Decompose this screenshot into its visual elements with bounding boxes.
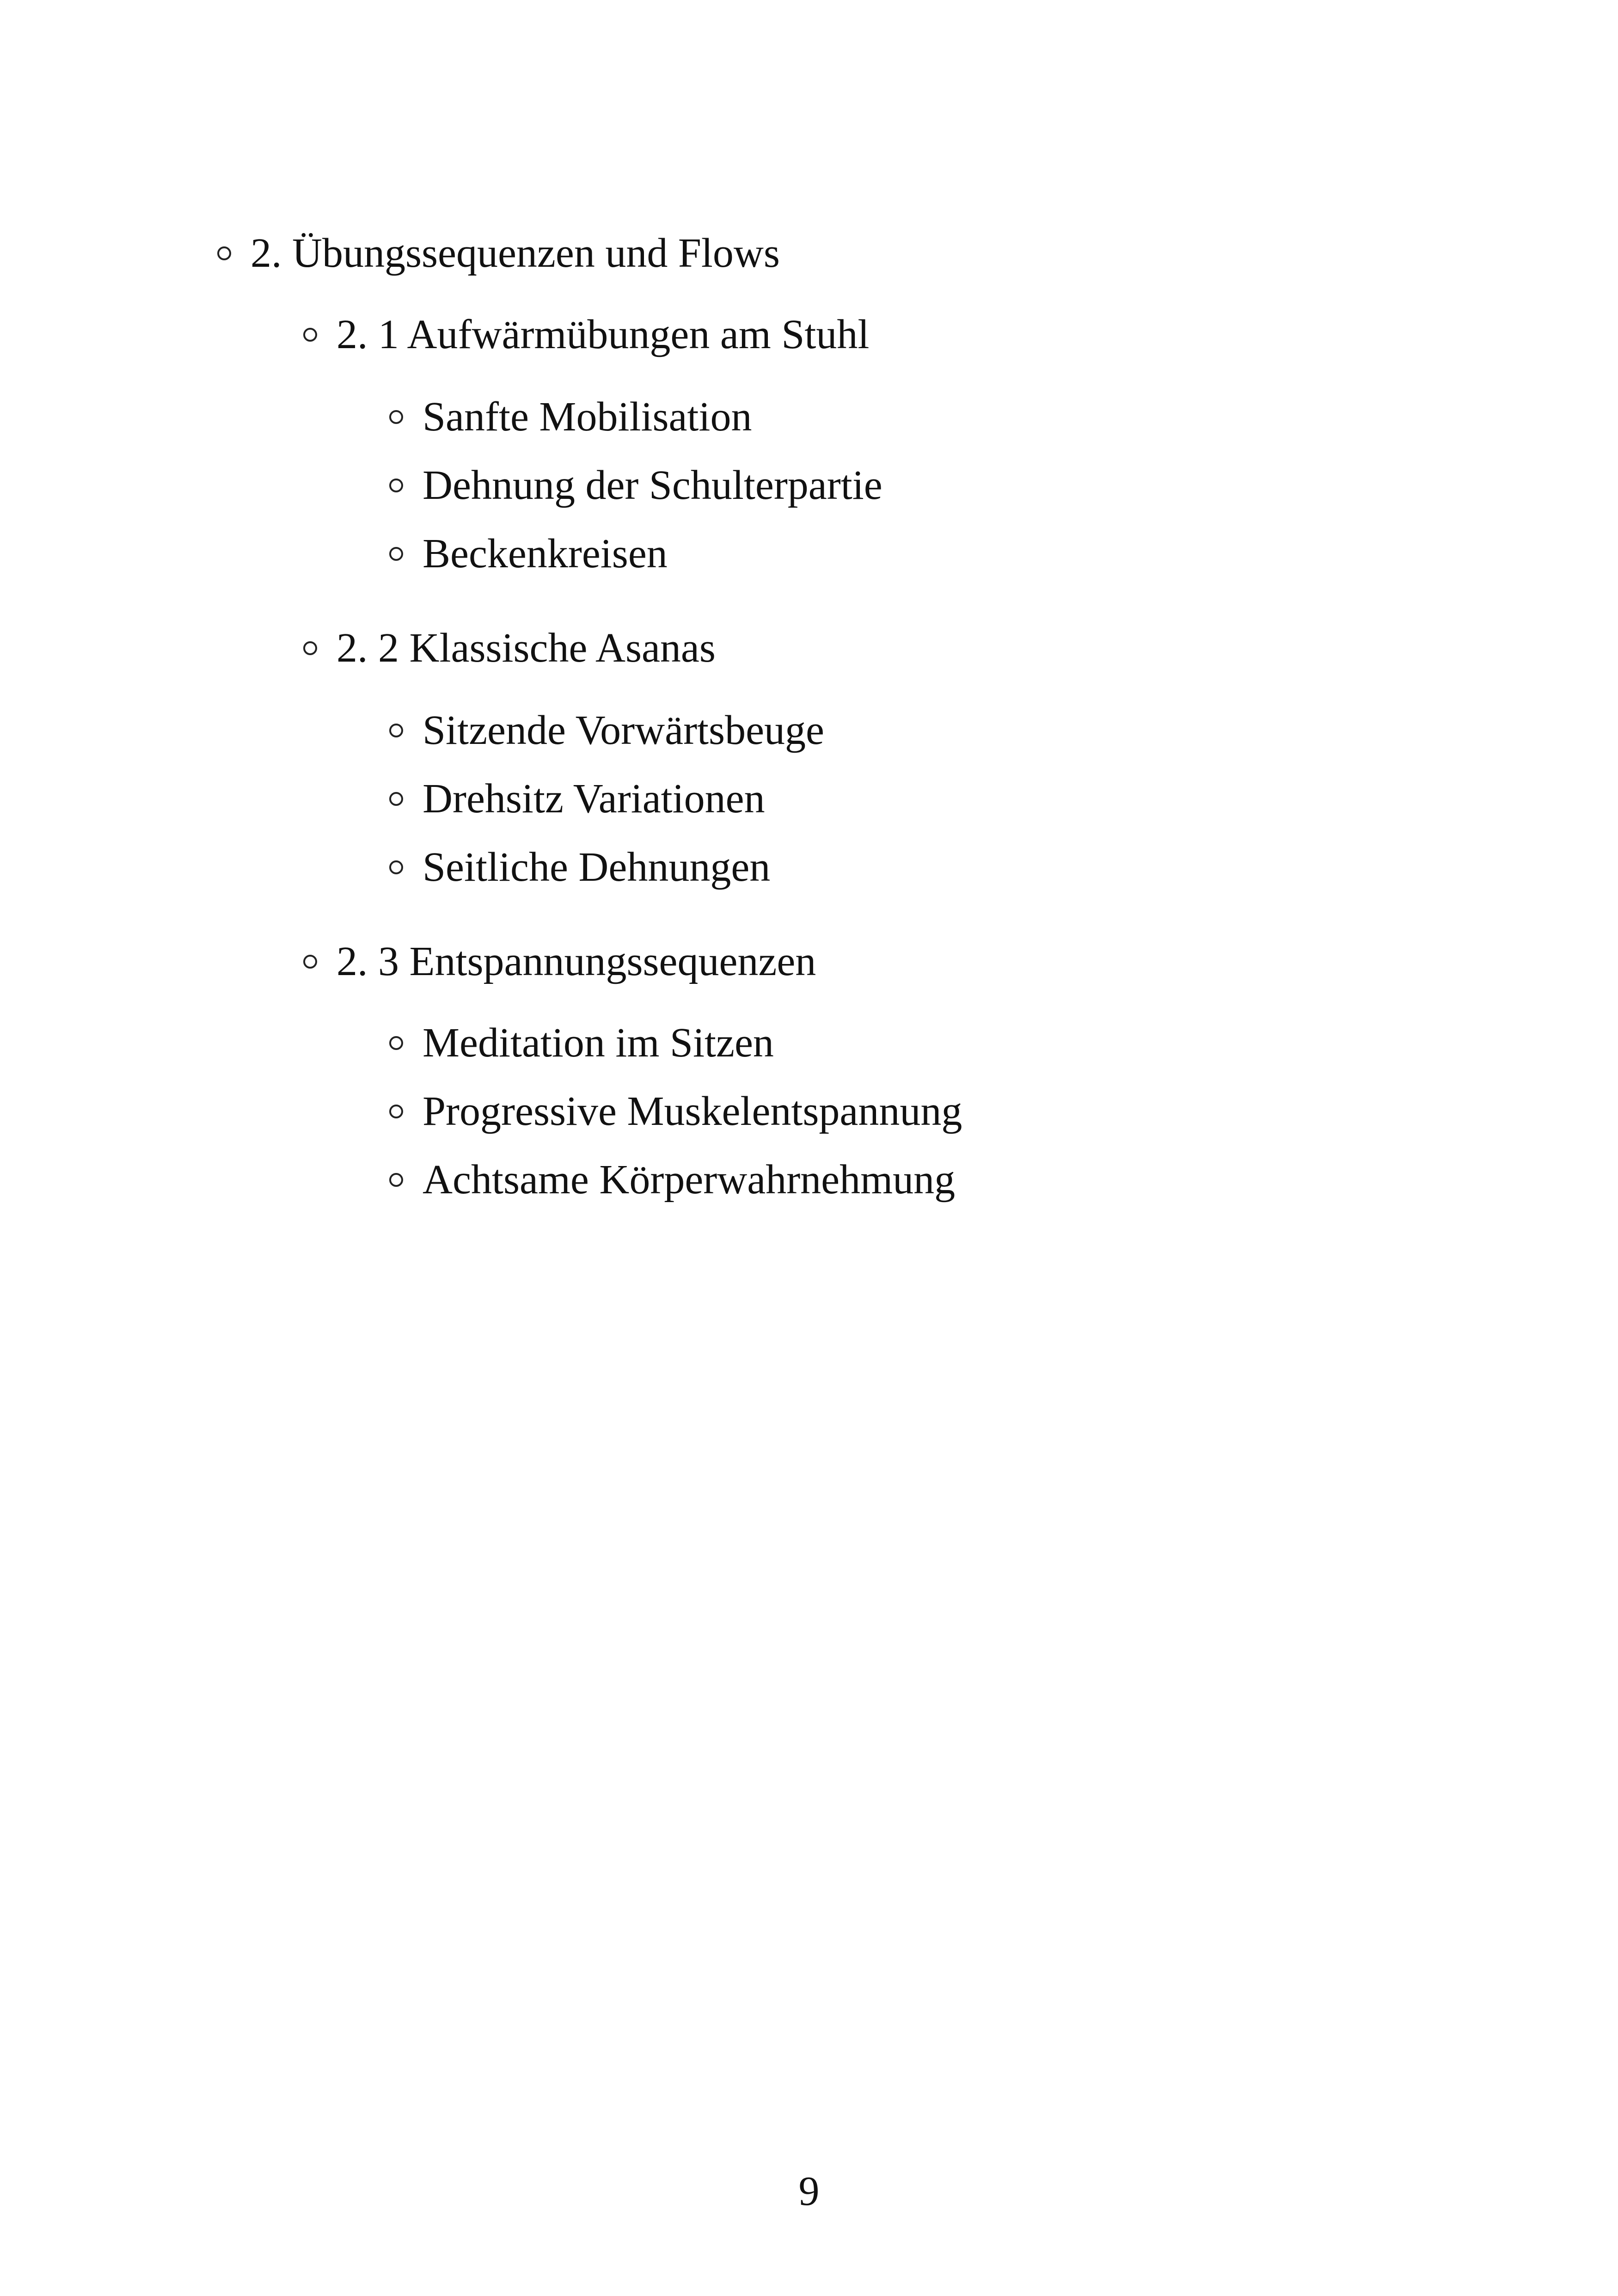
circle-bullet-icon [389,1105,403,1118]
circle-bullet-icon [389,792,403,806]
circle-bullet-icon [217,246,231,260]
item-label: Beckenkreisen [423,531,668,577]
item-label: Sitzende Vorwärtsbeuge [423,707,824,753]
outline-subsection [303,939,816,985]
subsection-title: 2. 1 Aufwärmübungen am Stuhl [337,312,870,357]
circle-bullet-icon [389,410,403,424]
circle-bullet-icon [389,547,403,561]
outline-subsection [303,312,869,358]
outline-item [389,462,883,509]
item-label: Progressive Muskelentspannung [423,1088,962,1134]
item-label: Meditation im Sitzen [423,1020,774,1066]
outline-section [217,230,780,276]
circle-bullet-icon [389,860,403,874]
outline-item [389,707,824,754]
item-label: Dehnung der Schulterpartie [423,462,883,508]
page-number: 9 [798,2168,820,2214]
outline-item [389,1088,962,1135]
outline-item [389,394,752,440]
item-label: Achtsame Körperwahrnehmung [423,1157,956,1203]
outline-subsection [303,625,716,671]
outline-item [389,776,765,822]
circle-bullet-icon [303,641,317,655]
subsection-title: 2. 3 Entspannungssequenzen [337,939,816,984]
circle-bullet-icon [303,955,317,969]
item-label: Drehsitz Variationen [423,776,765,822]
outline-item [389,844,770,890]
circle-bullet-icon [389,479,403,492]
section-title: 2. Übungssequenzen und Flows [251,230,780,276]
outline-item [389,531,668,577]
subsection-title: 2. 2 Klassische Asanas [337,625,716,671]
outline-item [389,1157,955,1203]
circle-bullet-icon [303,328,317,342]
circle-bullet-icon [389,724,403,737]
item-label: Sanfte Mobilisation [423,394,752,440]
outline-item [389,1020,774,1066]
item-label: Seitliche Dehnungen [423,844,771,890]
circle-bullet-icon [389,1036,403,1050]
circle-bullet-icon [389,1173,403,1187]
